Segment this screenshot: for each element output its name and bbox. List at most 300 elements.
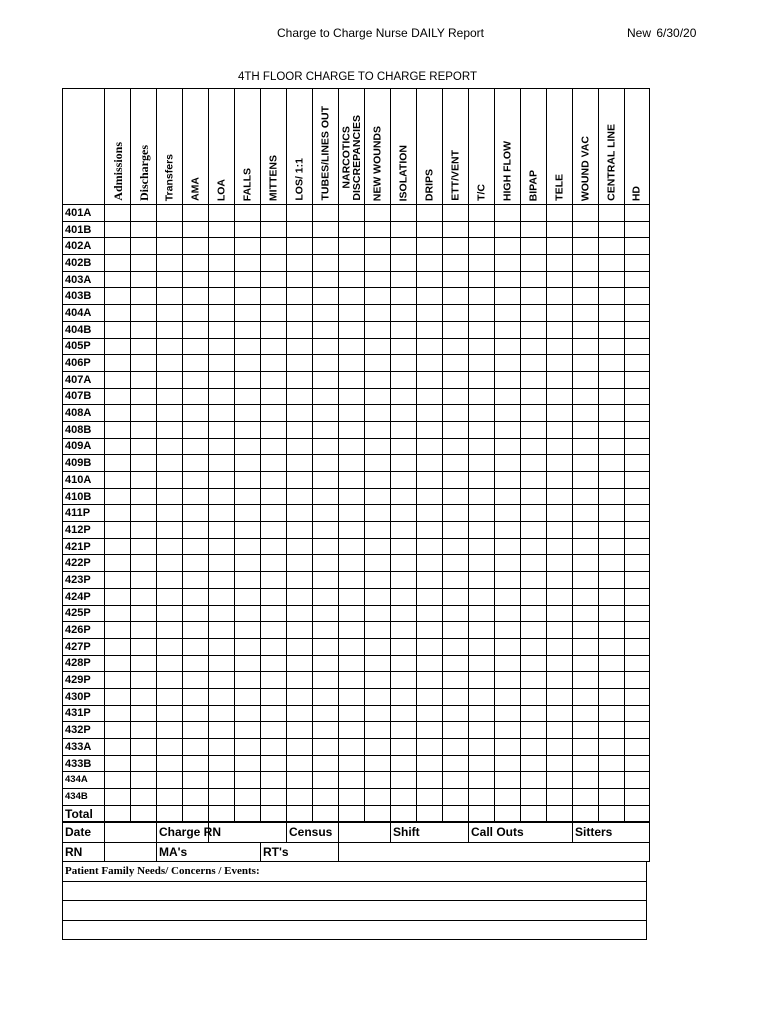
entry-cell[interactable] bbox=[521, 739, 547, 756]
entry-cell[interactable] bbox=[521, 755, 547, 772]
entry-cell[interactable] bbox=[573, 488, 599, 505]
entry-cell[interactable] bbox=[495, 705, 521, 722]
entry-cell[interactable] bbox=[547, 438, 573, 455]
entry-cell[interactable] bbox=[287, 722, 313, 739]
entry-cell[interactable] bbox=[313, 405, 339, 422]
entry-cell[interactable] bbox=[391, 438, 417, 455]
entry-cell[interactable] bbox=[287, 588, 313, 605]
entry-cell[interactable] bbox=[443, 421, 469, 438]
entry-cell[interactable] bbox=[235, 288, 261, 305]
entry-cell[interactable] bbox=[495, 338, 521, 355]
entry-cell[interactable] bbox=[443, 355, 469, 372]
entry-cell[interactable] bbox=[469, 472, 495, 489]
entry-cell[interactable] bbox=[131, 555, 157, 572]
entry-cell[interactable] bbox=[521, 288, 547, 305]
rts-field[interactable] bbox=[339, 842, 650, 862]
entry-cell[interactable] bbox=[287, 755, 313, 772]
entry-cell[interactable] bbox=[157, 371, 183, 388]
entry-cell[interactable] bbox=[495, 388, 521, 405]
entry-cell[interactable] bbox=[469, 655, 495, 672]
entry-cell[interactable] bbox=[391, 371, 417, 388]
entry-cell[interactable] bbox=[443, 555, 469, 572]
entry-cell[interactable] bbox=[157, 705, 183, 722]
entry-cell[interactable] bbox=[339, 388, 365, 405]
entry-cell[interactable] bbox=[209, 255, 235, 272]
entry-cell[interactable] bbox=[261, 522, 287, 539]
entry-cell[interactable] bbox=[365, 588, 391, 605]
entry-cell[interactable] bbox=[157, 655, 183, 672]
entry-cell[interactable] bbox=[443, 805, 469, 822]
entry-cell[interactable] bbox=[599, 705, 625, 722]
entry-cell[interactable] bbox=[235, 488, 261, 505]
entry-cell[interactable] bbox=[469, 739, 495, 756]
entry-cell[interactable] bbox=[313, 688, 339, 705]
entry-cell[interactable] bbox=[209, 488, 235, 505]
entry-cell[interactable] bbox=[287, 288, 313, 305]
entry-cell[interactable] bbox=[521, 255, 547, 272]
entry-cell[interactable] bbox=[417, 655, 443, 672]
entry-cell[interactable] bbox=[625, 722, 650, 739]
entry-cell[interactable] bbox=[443, 205, 469, 222]
entry-cell[interactable] bbox=[469, 588, 495, 605]
entry-cell[interactable] bbox=[365, 305, 391, 322]
entry-cell[interactable] bbox=[287, 238, 313, 255]
entry-cell[interactable] bbox=[339, 205, 365, 222]
entry-cell[interactable] bbox=[209, 655, 235, 672]
entry-cell[interactable] bbox=[313, 789, 339, 806]
entry-cell[interactable] bbox=[365, 472, 391, 489]
entry-cell[interactable] bbox=[131, 505, 157, 522]
entry-cell[interactable] bbox=[365, 638, 391, 655]
entry-cell[interactable] bbox=[183, 371, 209, 388]
entry-cell[interactable] bbox=[417, 338, 443, 355]
entry-cell[interactable] bbox=[313, 305, 339, 322]
entry-cell[interactable] bbox=[547, 472, 573, 489]
entry-cell[interactable] bbox=[339, 538, 365, 555]
entry-cell[interactable] bbox=[131, 488, 157, 505]
entry-cell[interactable] bbox=[209, 288, 235, 305]
entry-cell[interactable] bbox=[287, 705, 313, 722]
entry-cell[interactable] bbox=[339, 405, 365, 422]
entry-cell[interactable] bbox=[599, 255, 625, 272]
entry-cell[interactable] bbox=[625, 472, 650, 489]
entry-cell[interactable] bbox=[599, 305, 625, 322]
entry-cell[interactable] bbox=[157, 388, 183, 405]
entry-cell[interactable] bbox=[495, 355, 521, 372]
entry-cell[interactable] bbox=[521, 205, 547, 222]
entry-cell[interactable] bbox=[573, 221, 599, 238]
entry-cell[interactable] bbox=[261, 238, 287, 255]
entry-cell[interactable] bbox=[183, 455, 209, 472]
entry-cell[interactable] bbox=[287, 538, 313, 555]
entry-cell[interactable] bbox=[443, 288, 469, 305]
entry-cell[interactable] bbox=[573, 588, 599, 605]
entry-cell[interactable] bbox=[417, 522, 443, 539]
entry-cell[interactable] bbox=[599, 805, 625, 822]
entry-cell[interactable] bbox=[495, 655, 521, 672]
entry-cell[interactable] bbox=[105, 622, 131, 639]
entry-cell[interactable] bbox=[625, 572, 650, 589]
entry-cell[interactable] bbox=[131, 355, 157, 372]
entry-cell[interactable] bbox=[521, 588, 547, 605]
entry-cell[interactable] bbox=[157, 805, 183, 822]
entry-cell[interactable] bbox=[469, 572, 495, 589]
entry-cell[interactable] bbox=[521, 472, 547, 489]
entry-cell[interactable] bbox=[495, 221, 521, 238]
entry-cell[interactable] bbox=[521, 321, 547, 338]
entry-cell[interactable] bbox=[495, 622, 521, 639]
entry-cell[interactable] bbox=[339, 672, 365, 689]
entry-cell[interactable] bbox=[573, 238, 599, 255]
entry-cell[interactable] bbox=[625, 522, 650, 539]
entry-cell[interactable] bbox=[209, 705, 235, 722]
entry-cell[interactable] bbox=[443, 338, 469, 355]
entry-cell[interactable] bbox=[365, 288, 391, 305]
entry-cell[interactable] bbox=[495, 305, 521, 322]
entry-cell[interactable] bbox=[157, 588, 183, 605]
entry-cell[interactable] bbox=[391, 622, 417, 639]
entry-cell[interactable] bbox=[209, 755, 235, 772]
entry-cell[interactable] bbox=[339, 255, 365, 272]
entry-cell[interactable] bbox=[131, 688, 157, 705]
entry-cell[interactable] bbox=[131, 605, 157, 622]
entry-cell[interactable] bbox=[339, 522, 365, 539]
entry-cell[interactable] bbox=[599, 789, 625, 806]
entry-cell[interactable] bbox=[261, 605, 287, 622]
entry-cell[interactable] bbox=[495, 638, 521, 655]
entry-cell[interactable] bbox=[339, 338, 365, 355]
entry-cell[interactable] bbox=[495, 238, 521, 255]
entry-cell[interactable] bbox=[183, 555, 209, 572]
entry-cell[interactable] bbox=[287, 605, 313, 622]
entry-cell[interactable] bbox=[521, 672, 547, 689]
entry-cell[interactable] bbox=[313, 505, 339, 522]
entry-cell[interactable] bbox=[547, 672, 573, 689]
entry-cell[interactable] bbox=[105, 288, 131, 305]
entry-cell[interactable] bbox=[417, 538, 443, 555]
entry-cell[interactable] bbox=[313, 388, 339, 405]
entry-cell[interactable] bbox=[417, 271, 443, 288]
entry-cell[interactable] bbox=[521, 555, 547, 572]
entry-cell[interactable] bbox=[573, 555, 599, 572]
entry-cell[interactable] bbox=[209, 772, 235, 789]
entry-cell[interactable] bbox=[365, 555, 391, 572]
entry-cell[interactable] bbox=[313, 255, 339, 272]
entry-cell[interactable] bbox=[443, 772, 469, 789]
entry-cell[interactable] bbox=[183, 438, 209, 455]
entry-cell[interactable] bbox=[235, 755, 261, 772]
entry-cell[interactable] bbox=[495, 739, 521, 756]
entry-cell[interactable] bbox=[625, 805, 650, 822]
entry-cell[interactable] bbox=[183, 622, 209, 639]
entry-cell[interactable] bbox=[443, 472, 469, 489]
entry-cell[interactable] bbox=[313, 755, 339, 772]
entry-cell[interactable] bbox=[625, 271, 650, 288]
entry-cell[interactable] bbox=[625, 755, 650, 772]
entry-cell[interactable] bbox=[391, 588, 417, 605]
entry-cell[interactable] bbox=[287, 488, 313, 505]
entry-cell[interactable] bbox=[235, 472, 261, 489]
entry-cell[interactable] bbox=[547, 805, 573, 822]
notes-line[interactable] bbox=[63, 901, 647, 921]
entry-cell[interactable] bbox=[235, 705, 261, 722]
entry-cell[interactable] bbox=[261, 622, 287, 639]
entry-cell[interactable] bbox=[131, 405, 157, 422]
entry-cell[interactable] bbox=[235, 205, 261, 222]
entry-cell[interactable] bbox=[287, 338, 313, 355]
entry-cell[interactable] bbox=[313, 588, 339, 605]
entry-cell[interactable] bbox=[105, 205, 131, 222]
entry-cell[interactable] bbox=[313, 705, 339, 722]
entry-cell[interactable] bbox=[521, 538, 547, 555]
entry-cell[interactable] bbox=[313, 638, 339, 655]
entry-cell[interactable] bbox=[573, 672, 599, 689]
entry-cell[interactable] bbox=[547, 722, 573, 739]
entry-cell[interactable] bbox=[261, 789, 287, 806]
entry-cell[interactable] bbox=[469, 755, 495, 772]
entry-cell[interactable] bbox=[131, 522, 157, 539]
entry-cell[interactable] bbox=[339, 772, 365, 789]
entry-cell[interactable] bbox=[599, 538, 625, 555]
entry-cell[interactable] bbox=[495, 588, 521, 605]
entry-cell[interactable] bbox=[209, 405, 235, 422]
entry-cell[interactable] bbox=[391, 405, 417, 422]
entry-cell[interactable] bbox=[365, 505, 391, 522]
entry-cell[interactable] bbox=[287, 355, 313, 372]
entry-cell[interactable] bbox=[105, 655, 131, 672]
entry-cell[interactable] bbox=[547, 555, 573, 572]
entry-cell[interactable] bbox=[547, 221, 573, 238]
entry-cell[interactable] bbox=[417, 789, 443, 806]
entry-cell[interactable] bbox=[469, 238, 495, 255]
entry-cell[interactable] bbox=[443, 605, 469, 622]
entry-cell[interactable] bbox=[599, 655, 625, 672]
entry-cell[interactable] bbox=[495, 789, 521, 806]
entry-cell[interactable] bbox=[599, 739, 625, 756]
entry-cell[interactable] bbox=[105, 705, 131, 722]
entry-cell[interactable] bbox=[313, 722, 339, 739]
entry-cell[interactable] bbox=[157, 622, 183, 639]
entry-cell[interactable] bbox=[131, 472, 157, 489]
entry-cell[interactable] bbox=[209, 205, 235, 222]
entry-cell[interactable] bbox=[495, 538, 521, 555]
entry-cell[interactable] bbox=[261, 655, 287, 672]
entry-cell[interactable] bbox=[209, 371, 235, 388]
entry-cell[interactable] bbox=[209, 672, 235, 689]
entry-cell[interactable] bbox=[105, 338, 131, 355]
entry-cell[interactable] bbox=[469, 205, 495, 222]
entry-cell[interactable] bbox=[261, 755, 287, 772]
entry-cell[interactable] bbox=[157, 288, 183, 305]
entry-cell[interactable] bbox=[365, 405, 391, 422]
entry-cell[interactable] bbox=[469, 438, 495, 455]
entry-cell[interactable] bbox=[339, 271, 365, 288]
entry-cell[interactable] bbox=[261, 672, 287, 689]
entry-cell[interactable] bbox=[209, 622, 235, 639]
entry-cell[interactable] bbox=[599, 455, 625, 472]
entry-cell[interactable] bbox=[469, 722, 495, 739]
entry-cell[interactable] bbox=[261, 438, 287, 455]
entry-cell[interactable] bbox=[235, 255, 261, 272]
entry-cell[interactable] bbox=[261, 305, 287, 322]
entry-cell[interactable] bbox=[625, 421, 650, 438]
entry-cell[interactable] bbox=[157, 271, 183, 288]
entry-cell[interactable] bbox=[157, 221, 183, 238]
entry-cell[interactable] bbox=[183, 572, 209, 589]
entry-cell[interactable] bbox=[339, 805, 365, 822]
entry-cell[interactable] bbox=[365, 805, 391, 822]
entry-cell[interactable] bbox=[417, 472, 443, 489]
entry-cell[interactable] bbox=[417, 555, 443, 572]
entry-cell[interactable] bbox=[105, 221, 131, 238]
entry-cell[interactable] bbox=[443, 488, 469, 505]
entry-cell[interactable] bbox=[105, 805, 131, 822]
entry-cell[interactable] bbox=[131, 438, 157, 455]
entry-cell[interactable] bbox=[599, 772, 625, 789]
entry-cell[interactable] bbox=[261, 405, 287, 422]
entry-cell[interactable] bbox=[365, 688, 391, 705]
entry-cell[interactable] bbox=[261, 288, 287, 305]
entry-cell[interactable] bbox=[495, 438, 521, 455]
entry-cell[interactable] bbox=[391, 605, 417, 622]
entry-cell[interactable] bbox=[339, 371, 365, 388]
entry-cell[interactable] bbox=[547, 538, 573, 555]
entry-cell[interactable] bbox=[105, 739, 131, 756]
entry-cell[interactable] bbox=[417, 672, 443, 689]
entry-cell[interactable] bbox=[521, 522, 547, 539]
entry-cell[interactable] bbox=[443, 739, 469, 756]
entry-cell[interactable] bbox=[365, 455, 391, 472]
entry-cell[interactable] bbox=[313, 455, 339, 472]
entry-cell[interactable] bbox=[287, 205, 313, 222]
entry-cell[interactable] bbox=[365, 438, 391, 455]
entry-cell[interactable] bbox=[131, 588, 157, 605]
entry-cell[interactable] bbox=[235, 688, 261, 705]
entry-cell[interactable] bbox=[235, 739, 261, 756]
entry-cell[interactable] bbox=[131, 755, 157, 772]
entry-cell[interactable] bbox=[313, 672, 339, 689]
entry-cell[interactable] bbox=[443, 221, 469, 238]
entry-cell[interactable] bbox=[235, 772, 261, 789]
entry-cell[interactable] bbox=[443, 388, 469, 405]
entry-cell[interactable] bbox=[625, 305, 650, 322]
entry-cell[interactable] bbox=[391, 488, 417, 505]
entry-cell[interactable] bbox=[625, 388, 650, 405]
entry-cell[interactable] bbox=[105, 488, 131, 505]
entry-cell[interactable] bbox=[313, 655, 339, 672]
entry-cell[interactable] bbox=[365, 572, 391, 589]
entry-cell[interactable] bbox=[521, 638, 547, 655]
entry-cell[interactable] bbox=[287, 255, 313, 272]
entry-cell[interactable] bbox=[469, 305, 495, 322]
entry-cell[interactable] bbox=[365, 355, 391, 372]
entry-cell[interactable] bbox=[521, 271, 547, 288]
entry-cell[interactable] bbox=[157, 605, 183, 622]
entry-cell[interactable] bbox=[391, 321, 417, 338]
entry-cell[interactable] bbox=[235, 672, 261, 689]
entry-cell[interactable] bbox=[261, 688, 287, 705]
entry-cell[interactable] bbox=[157, 789, 183, 806]
entry-cell[interactable] bbox=[547, 355, 573, 372]
entry-cell[interactable] bbox=[183, 705, 209, 722]
entry-cell[interactable] bbox=[235, 655, 261, 672]
entry-cell[interactable] bbox=[547, 455, 573, 472]
entry-cell[interactable] bbox=[417, 238, 443, 255]
entry-cell[interactable] bbox=[339, 321, 365, 338]
entry-cell[interactable] bbox=[391, 238, 417, 255]
entry-cell[interactable] bbox=[625, 588, 650, 605]
entry-cell[interactable] bbox=[105, 271, 131, 288]
entry-cell[interactable] bbox=[339, 505, 365, 522]
entry-cell[interactable] bbox=[313, 371, 339, 388]
entry-cell[interactable] bbox=[313, 238, 339, 255]
entry-cell[interactable] bbox=[235, 305, 261, 322]
entry-cell[interactable] bbox=[183, 488, 209, 505]
entry-cell[interactable] bbox=[261, 588, 287, 605]
entry-cell[interactable] bbox=[521, 338, 547, 355]
entry-cell[interactable] bbox=[599, 605, 625, 622]
entry-cell[interactable] bbox=[469, 789, 495, 806]
entry-cell[interactable] bbox=[183, 238, 209, 255]
entry-cell[interactable] bbox=[339, 238, 365, 255]
entry-cell[interactable] bbox=[157, 238, 183, 255]
entry-cell[interactable] bbox=[625, 438, 650, 455]
entry-cell[interactable] bbox=[521, 572, 547, 589]
entry-cell[interactable] bbox=[287, 655, 313, 672]
entry-cell[interactable] bbox=[391, 555, 417, 572]
entry-cell[interactable] bbox=[599, 755, 625, 772]
entry-cell[interactable] bbox=[625, 221, 650, 238]
entry-cell[interactable] bbox=[547, 305, 573, 322]
entry-cell[interactable] bbox=[625, 288, 650, 305]
entry-cell[interactable] bbox=[183, 722, 209, 739]
entry-cell[interactable] bbox=[313, 772, 339, 789]
entry-cell[interactable] bbox=[495, 271, 521, 288]
entry-cell[interactable] bbox=[157, 305, 183, 322]
entry-cell[interactable] bbox=[261, 321, 287, 338]
entry-cell[interactable] bbox=[287, 672, 313, 689]
entry-cell[interactable] bbox=[365, 605, 391, 622]
entry-cell[interactable] bbox=[131, 739, 157, 756]
entry-cell[interactable] bbox=[209, 472, 235, 489]
entry-cell[interactable] bbox=[313, 555, 339, 572]
entry-cell[interactable] bbox=[365, 522, 391, 539]
entry-cell[interactable] bbox=[521, 305, 547, 322]
entry-cell[interactable] bbox=[469, 638, 495, 655]
entry-cell[interactable] bbox=[261, 338, 287, 355]
entry-cell[interactable] bbox=[573, 255, 599, 272]
entry-cell[interactable] bbox=[157, 355, 183, 372]
entry-cell[interactable] bbox=[157, 472, 183, 489]
entry-cell[interactable] bbox=[183, 739, 209, 756]
entry-cell[interactable] bbox=[417, 388, 443, 405]
entry-cell[interactable] bbox=[183, 755, 209, 772]
entry-cell[interactable] bbox=[469, 421, 495, 438]
entry-cell[interactable] bbox=[443, 572, 469, 589]
entry-cell[interactable] bbox=[183, 305, 209, 322]
entry-cell[interactable] bbox=[469, 772, 495, 789]
entry-cell[interactable] bbox=[495, 455, 521, 472]
entry-cell[interactable] bbox=[339, 622, 365, 639]
entry-cell[interactable] bbox=[469, 522, 495, 539]
entry-cell[interactable] bbox=[105, 305, 131, 322]
entry-cell[interactable] bbox=[443, 755, 469, 772]
entry-cell[interactable] bbox=[469, 555, 495, 572]
entry-cell[interactable] bbox=[417, 205, 443, 222]
entry-cell[interactable] bbox=[287, 622, 313, 639]
entry-cell[interactable] bbox=[105, 772, 131, 789]
entry-cell[interactable] bbox=[339, 655, 365, 672]
